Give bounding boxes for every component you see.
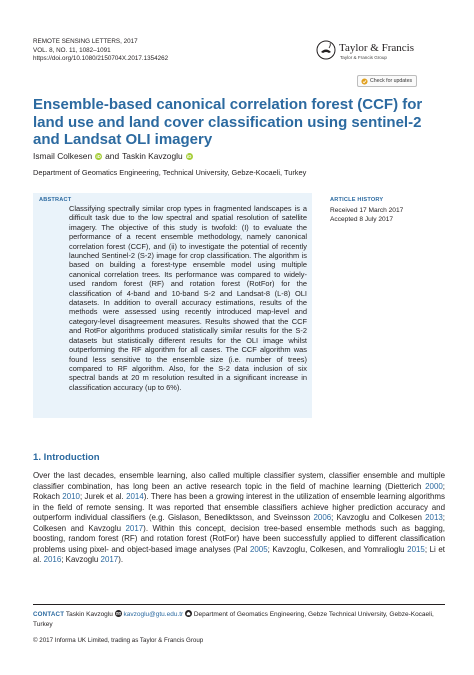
citation-link[interactable]: 2015	[407, 544, 425, 554]
author-line	[33, 151, 193, 161]
citation-link[interactable]: 2014	[126, 492, 144, 501]
author-kavzoglu[interactable]: Taskin Kavzoglu	[122, 151, 183, 161]
check-for-updates-label: Check for updates	[370, 78, 413, 84]
citation-link[interactable]: 2005	[249, 544, 268, 554]
text-run: ; Kavzoglu	[61, 555, 101, 564]
publisher-name: Taylor & Francis	[339, 42, 414, 54]
journal-header	[33, 38, 168, 64]
accepted-date: Accepted 8 July 2017	[330, 216, 394, 224]
citation-link[interactable]: 2006	[313, 513, 332, 522]
text-run: Over the last decades, ensemble learning, also called multiple classifier system, classifier ensemble and multiple classifier combination, has long been an active research topic in the field of machine learning (Dietterich	[33, 471, 445, 491]
abstract-box	[33, 193, 312, 418]
introduction-paragraph	[33, 471, 445, 566]
publisher-group: Taylor & Francis Group	[340, 55, 387, 60]
citation-link[interactable]: 2000	[425, 481, 443, 491]
check-for-updates-button[interactable]	[357, 75, 417, 87]
citation-link[interactable]: 2017	[125, 523, 144, 533]
text-run: ).	[118, 555, 124, 564]
address-icon	[185, 610, 192, 617]
taylor-francis-lamp-icon	[316, 40, 336, 60]
contact-label: CONTACT	[33, 611, 65, 618]
footer-divider	[33, 604, 445, 605]
orcid-icon[interactable]: iD	[186, 153, 192, 159]
text-run: ). There has been a growing interest in the utilization of ensemble learning algorithms in the field of remote sensing. It was reported that ensemble classifiers achieve higher prediction accuracy and outperform individual classifiers (e.g. Gislason, Benediktsson, and Sveinsson	[33, 492, 445, 522]
contact-name: Taskin Kavzoglu	[65, 611, 113, 618]
text-run: ; Kavzoglu, Colkesen, and Yomralioglu	[267, 544, 408, 554]
history-heading: ARTICLE HISTORY	[330, 197, 384, 203]
journal-doi-link[interactable]: https://doi.org/10.1080/2150704X.2017.1354262	[33, 55, 169, 63]
text-run: ; Colkesen and Kavzoglu	[33, 513, 445, 533]
author-and: and	[105, 151, 120, 161]
email-icon	[115, 610, 122, 617]
journal-volume: VOL. 8, NO. 11, 1082–1091	[33, 46, 111, 54]
article-title: Ensemble-based canonical correlation forest (CCF) for land use and land cover classification using sentinel-2 and Landsat OLI imagery	[33, 96, 423, 149]
publisher-logo	[316, 40, 446, 66]
abstract-heading: ABSTRACT	[39, 197, 72, 203]
section-heading-introduction: 1. Introduction	[33, 452, 100, 463]
article-history	[330, 196, 403, 225]
check-updates-icon	[361, 78, 368, 85]
contact-email-link[interactable]: kavzoglu@gtu.edu.tr	[123, 611, 184, 618]
copyright-notice: © 2017 Informa UK Limited, trading as Taylor & Francis Group	[33, 637, 204, 644]
text-run: ; Kavzoglu and Colkesen	[331, 513, 426, 522]
text-run: ; Li et al.	[33, 544, 445, 564]
contact-info	[33, 610, 445, 629]
orcid-icon[interactable]: iD	[96, 153, 101, 159]
text-run: ). Within this concept, decision tree-based ensemble methods such as bagging, boosting, random forest (RF) and rotation forest (RotFor) have been successfully applied to different classification problems using pixel- and object-based image analyses (Pal	[33, 523, 445, 554]
citation-link[interactable]: 2010	[62, 492, 80, 501]
author-colkesen[interactable]: Ismail Colkesen	[33, 151, 93, 161]
received-date: Received 17 March 2017	[330, 206, 404, 214]
text-run: ; Jurek et al.	[79, 492, 127, 501]
contact-department: Department of Geomatics Engineering, Gebze Technical University, Gebze-Kocaeli, Turkey	[33, 611, 434, 628]
citation-link[interactable]: 2017	[100, 555, 119, 564]
journal-name: REMOTE SENSING LETTERS, 2017	[33, 38, 138, 45]
citation-link[interactable]: 2016	[43, 555, 62, 564]
affiliation: Department of Geomatics Engineering, Technical University, Gebze-Kocaeli, Turkey	[33, 168, 307, 177]
citation-link[interactable]: 2013	[425, 513, 443, 522]
abstract-text: Classifying spectrally similar crop types in fragmented landscapes is a difficult task due to the low spectral and spatial resolution of satellite imagery. The objective of this study is twofold: (I) to evaluate the performance of a recent ensemble methodology, namely canonical correlation forest (CCF), and (ii) to investigate the potential of recently launched Sentinel-2 (S-2) image for crop classification. The algorithm is based on building a forest-type ensemble model using multiple canonical correlation trees. Its performance was compared to widely-used random forest (RF) and rotation forest (RotFor) for the classification of 4-band and 10-band S-2 and Landsat-8 (L-8) OLI datasets. In addition to overall accuracy estimations, results of the methods were assessed using recently introduced map-level and category-level disagreement measures. Results showed that the CCF and RotFor algorithms produced statistically similar results for the S-2 datasets but statistically different results for the OLI image whilst outperforming the RF algorithm for all cases. The CCF algorithm was found less sensitive to the ensemble size (i.e. number of trees) compared to RF algorithm. Also, for the S-2 data inclusion of six spectral bands at 20 m resolution resulted in a significant increase in classification accuracy (up to 6%).	[69, 204, 307, 392]
text-run: ; Rokach	[33, 481, 445, 501]
